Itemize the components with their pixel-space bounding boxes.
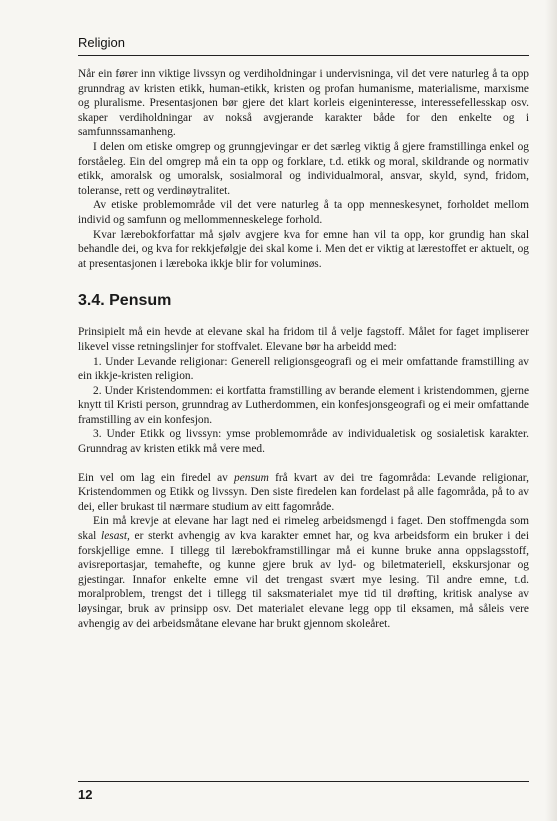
emphasis-pensum: pensum [234,471,269,484]
running-title: Religion [78,35,125,50]
paragraph-4: Kvar lærebokforfattar må sjølv avgjere kva for emne han vil ta opp, kor grundig han skal behandle dei, og kva for rekkjefølgje dei skal kome i. Men det er viktig at lærestoffet er aktuelt, og at presentasjonen i læreboka ikkje blir for voluminøs. [78,228,529,270]
list-item-3: 3. Under Etikk og livssyn: ymse problemområde av individualetisk og sosialetisk karakter. Grunndrag av kristen etikk må vere med. [78,428,529,456]
page-number: 12 [78,787,93,802]
page-edge-shadow [545,0,557,821]
paragraph-pensum-share: Ein vel om lag ein firedel av pensum frå kvart av dei tre fagområda: Levande religionar, Kristendommen og Etikk og livssyn. Den siste firedelen kan fordelast på alle fagområda, på to av dei, eller brukast til nærmare studium av eitt fagområde. [78,471,529,513]
list-item-2: 2. Under Kristendommen: ei kortfatta framstilling av berande element i kristendommen, gjerne knytt til Kristi person, grunndrag av Lutherdommen, ein konfesjonsgeografi og ei meir omfattande framstilling av ein konfesjon. [78,384,529,426]
paragraph-1: Når ein fører inn viktige livssyn og verdiholdningar i undervisninga, vil det vere naturleg å ta opp grunndrag av kristen etikk, human-etikk, kristen og profan humanisme, materialisme, marxisme og pluralisme. Presentasjonen bør gjere det klart korleis eigeninteresse, interessefellesskap osv. skaper verdiholdningar av nokså avgjerande karakter både for den enkelte og i samfunnssamanheng. [78,68,529,139]
emphasis-lesast: lesast, [101,530,130,543]
paragraph-3: Av etiske problemområde vil det vere naturleg å ta opp menneskesynet, forholdet mellom individ og samfunn og mellommenneskelege forhold. [78,199,529,226]
section-lead: Prinsipielt må ein hevde at elevane skal ha fridom til å velje fagstoff. Målet for faget impliserer likevel visse retningslinjer for stoffvalet. Elevane bør ha arbeidd med: [78,326,529,353]
list-item-1: 1. Under Levande religionar: Generell religionsgeografi og ei meir omfattande framstilling av ein ikkje-kristen religion. [78,355,529,383]
footer-rule [78,781,529,782]
section-heading: 3.4. Pensum [78,292,172,310]
paragraph-workload: Ein må krevje at elevane har lagt ned ei rimeleg arbeidsmengd i faget. Den stoffmengda som skal lesast, er sterkt avhengig av kva karakter emnet har, og kva arbeidsform ein bruker i dei forskjellige emne. I tillegg til lærebokframstillingar må ei kunne bruke anna oppslagsstoff, avisreportasjar, temahefte, og kunne gjere bruk av lyd- og biletmateriell, ekskursjonar og gjestingar. Innafor enkelte emne vil det trengast svært mye lesing. Til andre emne, t.d. moralproblem, trengst det i tillegg til saksmaterialet mye tid til drøfting, kritisk analyse av løysingar, bruk av prinsipp osv. Det materialet elevane legg opp til eksamen, må såleis vere avhengig av dei arbeidsmåtane elevane har brukt gjennom skoleåret. [78,515,529,630]
body-text [78,67,529,631]
paragraph-2: I delen om etiske omgrep og grunngjevingar er det særleg viktig å gjere framstillinga enkel og forståeleg. Ein del omgrep må ein ta opp og forklare, t.d. etikk og moral, skildrande og normativ etikk, amoralsk og umoralsk, sosialmoral og individualmoral, ansvar, skyld, synd, fridom, toleranse, rett og verdinøytralitet. [78,140,529,197]
header-rule [78,55,529,56]
